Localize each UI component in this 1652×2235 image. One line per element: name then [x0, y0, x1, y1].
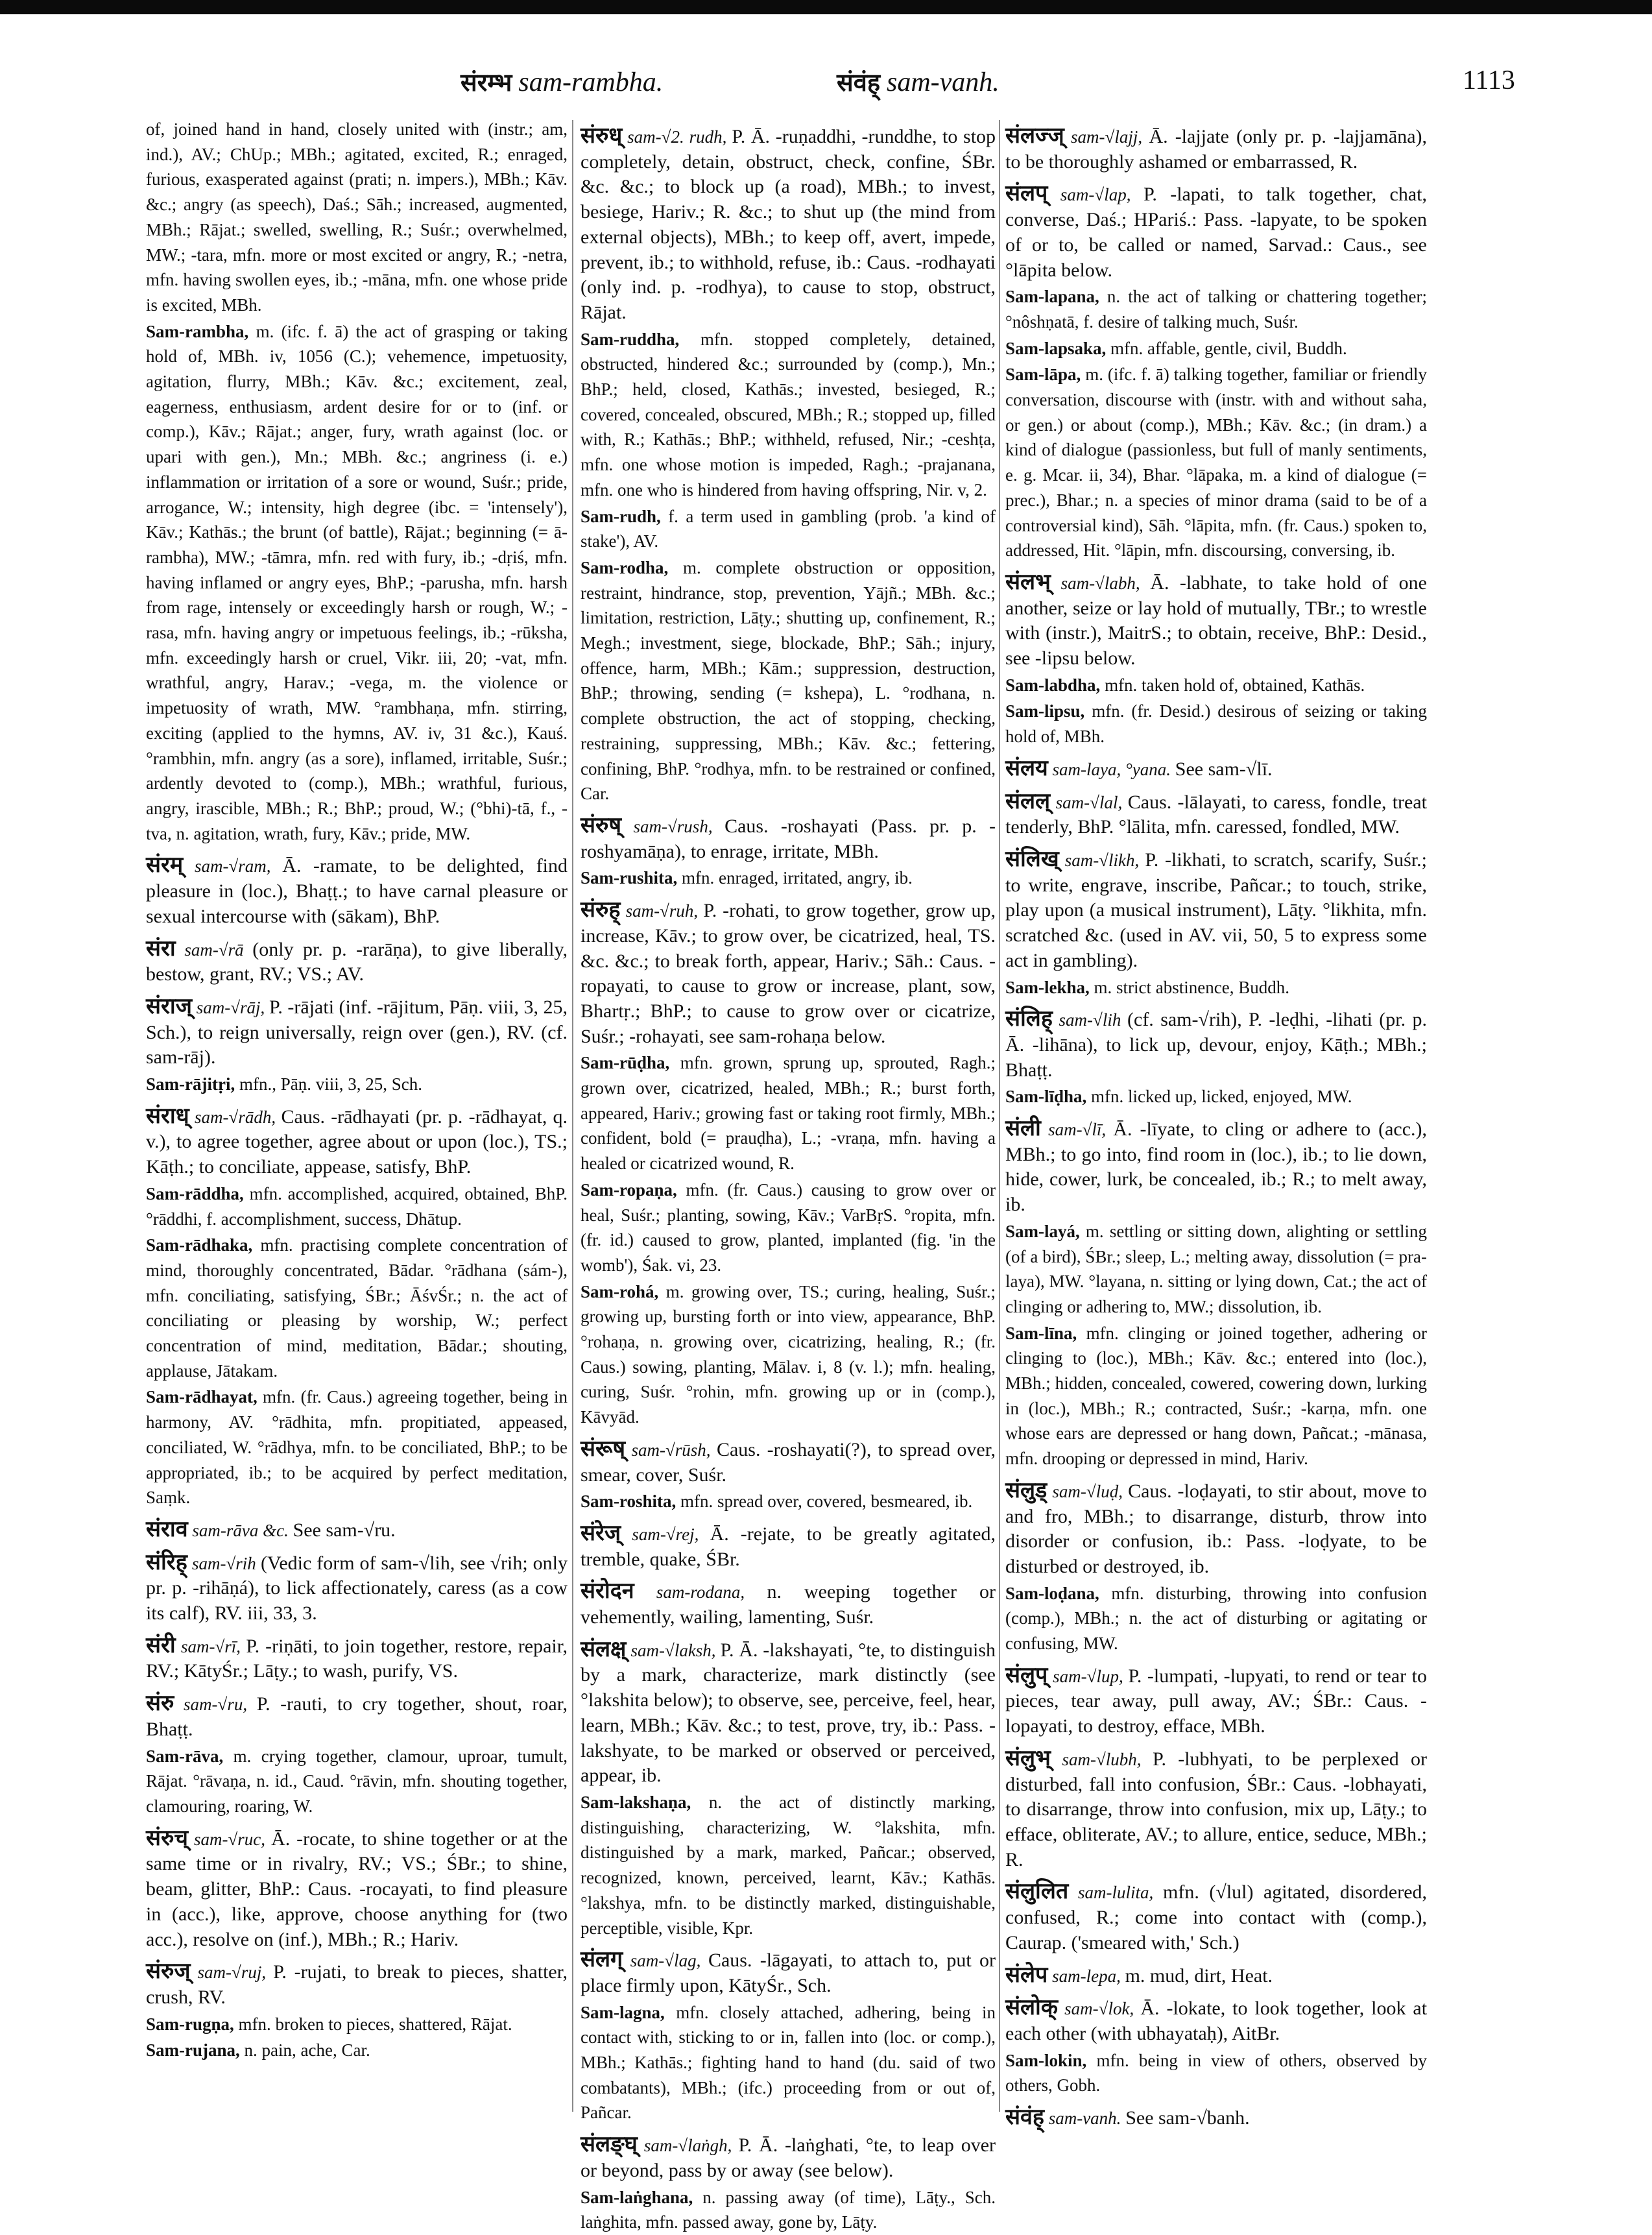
sub-headword: Sam-rāddha,	[146, 1183, 244, 1203]
headword-devanagari: संराज्	[146, 993, 192, 1019]
definition-text: f. a term used in gambling (prob. 'a kind of stake'), AV.	[581, 506, 996, 551]
dictionary-entry	[581, 555, 996, 806]
sub-headword: Sam-rāva,	[146, 1746, 224, 1766]
headword-devanagari: संलग्	[581, 1946, 623, 1973]
dictionary-entry	[1005, 336, 1427, 361]
definition-text: mfn. enraged, irritated, angry, ib.	[682, 868, 913, 888]
headword-transliteration: sam-√rāj,	[196, 997, 265, 1017]
dictionary-entry-root	[581, 1947, 996, 1998]
column-divider	[999, 120, 1000, 2112]
headword-devanagari: संलिख्	[1005, 845, 1059, 872]
headword-transliteration: sam-√lal,	[1055, 792, 1123, 812]
definition-text: P. Ā. -ruṇaddhi, -runddhe, to stop completely, detain, obstruct, check, confine, ŚBr. &c. &c.; to block up (a road), MBh.; to invest, besiege, Hariv.; R. &c.; to shut up (the mind from external objects), MBh.; to keep off, avert, impede, prevent, ib.; to withhold, refuse, ib.: Caus. -rodhayati (only ind. p. -rodhya), to cause to stop, obstruct, Rājat.	[581, 126, 996, 323]
definition-text: m. settling or sitting down, alighting or settling (of a bird), ŚBr.; sleep, L.; melting away, dissolution (= pra-laya), MW. °layana, n. sitting or lying down, Cat.; the act of clinging or adhering to, MW.; dissolution, ib.	[1005, 1221, 1428, 1316]
headword-transliteration: sam-√ru,	[184, 1695, 248, 1715]
definition-text: mfn. (fr. Caus.) causing to grow over or heal, Suśr.; planting, sowing, Kāv.; VarBṛS. °ropita, mfn. (fr. id.) caused to grow, planted, implanted (fig. 'in the womb'), Śak. vi, 23.	[581, 1179, 996, 1275]
dictionary-entry-root	[1005, 1116, 1427, 1218]
dictionary-entry-root	[1005, 1663, 1427, 1739]
headword-transliteration: sam-rāva &c.	[192, 1520, 289, 1540]
dictionary-entry	[1005, 1321, 1427, 1471]
headword-devanagari: संलुलित	[1005, 1878, 1069, 1905]
dictionary-entry-root	[146, 1517, 568, 1543]
headword-transliteration: sam-√ruc,	[193, 1829, 266, 1849]
dictionary-entry-root	[581, 1637, 996, 1789]
sub-headword: Sam-lagna,	[581, 2002, 665, 2022]
dictionary-entry	[146, 2038, 568, 2063]
dictionary-entry-root	[1005, 181, 1427, 283]
headword-transliteration: sam-√likh,	[1064, 850, 1140, 870]
headword-transliteration: sam-√labh,	[1060, 573, 1140, 593]
dictionary-entry-root	[146, 1826, 568, 1953]
definition-text: mfn. disturbing, throwing into confusion (comp.), MBh.; n. the act of disturbing or agitating or confusing, MW.	[1005, 1583, 1427, 1654]
dictionary-entry	[581, 865, 996, 891]
headword-transliteration: sam-√rih	[191, 1553, 256, 1573]
dictionary-entry	[581, 504, 996, 554]
headword-devanagari: संरुज्	[146, 1958, 191, 1985]
headword-transliteration: sam-rodana,	[656, 1582, 745, 1602]
definition-text: Ā. -līyate, to cling or adhere to (acc.), MBh.; to go into, find room in (loc.), ib.; to lie down, hide, cower, lurk, be concealed, ib.; R.; to melt away, ib.	[1005, 1118, 1428, 1216]
dictionary-entry	[146, 1181, 568, 1231]
headword-devanagari: संरुध्	[581, 123, 623, 149]
definition-text: Ā. -ramate, to be delighted, find pleasure in (loc.), Bhaṭṭ.; to have carnal pleasure or sexual intercourse with (sākam), BhP.	[146, 855, 568, 927]
definition-text: mfn. practising complete concentration of mind, thoroughly concentrated, Bādar. °rādhana (sám-), mfn. conciliating, satisfying, ŚBr.; ĀśvŚr.; n. the act of conciliating or pleasing by worship, W.; perfect concentration of mind, meditation, Bādar.; shouting, applause, Jātakam.	[146, 1235, 568, 1381]
dictionary-entry-root	[146, 1104, 568, 1180]
sub-headword: Sam-rohá,	[581, 1281, 659, 1301]
dictionary-entry-root	[581, 123, 996, 326]
definition-text: mfn. clinging or joined together, adhering or clinging to (loc.), MBh.; Kāv. &c.; entered into (loc.), MBh.; hidden, concealed, cowered, cowering down, lurking in (loc.), MBh.; R.; contracted, Suśr.; -karṇa, mfn. one whose ears are depressed or hang down, Pañcat.; -mānasa, mfn. drooping or depressed in mind, Hariv.	[1005, 1323, 1428, 1469]
definition-text: m. strict abstinence, Buddh.	[1094, 977, 1289, 997]
running-head-left-translit: sam-rambha.	[518, 67, 664, 97]
dictionary-entry-root	[1005, 123, 1427, 175]
sub-headword: Sam-rushita,	[581, 868, 678, 888]
headword-devanagari: संरोदन	[581, 1578, 634, 1604]
definition-text: n. weeping together or vehemently, wailing, lamenting, Suśr.	[581, 1581, 996, 1628]
dictionary-entry	[581, 2000, 996, 2126]
dictionary-entry	[146, 1072, 568, 1097]
headword-devanagari: संराध्	[146, 1102, 189, 1129]
dictionary-entry	[581, 2185, 996, 2235]
headword-devanagari: संलुप्	[1005, 1661, 1048, 1688]
headword-transliteration: sam-√laksh,	[630, 1640, 716, 1660]
dictionary-entry-root	[581, 1436, 996, 1488]
definition-text: See sam-√ru.	[293, 1519, 396, 1541]
headword-transliteration: sam-lulita,	[1078, 1883, 1154, 1903]
dictionary-entry	[1005, 673, 1427, 698]
headword-transliteration: sam-√rej,	[632, 1524, 699, 1544]
definition-text: m. growing over, TS.; curing, healing, Suśr.; growing up, bursting forth or into view, appearance, BhP. °rohaṇa, n. growing over, cicatrizing, healing, R.; (fr. Caus.) sowing, planting, Mālav. i, 8 (v. l.); mfn. healing, curing, Suśr. °rohin, mfn. growing up or in (comp.), Kāvyād.	[581, 1281, 996, 1427]
definition-text: P. -rājati (inf. -rājitum, Pāṇ. viii, 3, 25, Sch.), to reign universally, reign over (gen.), RV. (cf. sam-rāj).	[146, 996, 568, 1069]
running-head-right-devanagari: संवंह्	[837, 68, 880, 97]
dictionary-entry-root	[1005, 1963, 1427, 1989]
headword-devanagari: संलप्	[1005, 180, 1048, 207]
definition-text: P. -rauti, to cry together, shout, roar, Bhaṭṭ.	[146, 1693, 568, 1740]
definition-text: Caus. -loḍayati, to stir about, move to and fro, MBh.; to disarrange, disturb, throw into disorder or confusion, ib.: Pass. -loḍyate, to be disturbed or destroyed, ib.	[1005, 1480, 1427, 1577]
dictionary-entry-root	[1005, 789, 1427, 840]
definition-text: m. mud, dirt, Heat.	[1125, 1964, 1273, 1987]
sub-headword: Sam-lekha,	[1005, 977, 1090, 997]
definition-text: Caus. -lālayati, to caress, fondle, treat tenderly, BhP. °lālita, mfn. caressed, fondled, MW.	[1005, 791, 1428, 838]
definition-text: mfn. closely attached, adhering, being in contact with, sticking to or in, fallen into (loc. or comp.), MBh.; Kathās.; fighting hand to hand (du. said of two combatants), MBh.; (ifc.) proceeding from or out of, Pañcar.	[581, 2002, 996, 2123]
definition-text: (only pr. p. -rarāṇa), to give liberally, bestow, grant, RV.; VS.; AV.	[146, 938, 568, 985]
definition-text: Ā. -rocate, to shine together or at the same time or in rivalry, RV.; VS.; ŚBr.; to shine, beam, glitter, BhP.: Caus. -rocayati, to find pleasure in (acc.), like, approve, choose anything for (two acc.), resolve on (inf.), MBh.; R.; Hariv.	[146, 1828, 568, 1950]
sub-headword: Sam-rādhaka,	[146, 1235, 253, 1255]
headword-transliteration: sam-√lap,	[1060, 185, 1131, 205]
headword-devanagari: संरा	[146, 935, 176, 961]
sub-headword: Sam-rambha,	[146, 321, 249, 341]
definition-text: mfn. broken to pieces, shattered, Rājat.	[238, 2014, 512, 2034]
dictionary-entry	[1005, 2048, 1427, 2098]
headword-devanagari: संरुह्	[581, 897, 621, 923]
headword-devanagari: संलज्ज्	[1005, 123, 1064, 149]
headword-devanagari: संरुच्	[146, 1824, 188, 1851]
sub-headword: Sam-ruddha,	[581, 329, 680, 349]
dictionary-entry-root	[1005, 756, 1427, 782]
headword-devanagari: संराव	[146, 1516, 188, 1542]
dictionary-column-1	[146, 117, 568, 2102]
headword-transliteration: sam-√lok,	[1064, 1999, 1134, 2019]
headword-devanagari: संरिह्	[146, 1549, 187, 1575]
dictionary-entry	[146, 1384, 568, 1510]
dictionary-entry	[1005, 1084, 1427, 1109]
sub-headword: Sam-līna,	[1005, 1323, 1077, 1343]
dictionary-entry	[146, 1233, 568, 1383]
definition-text: Caus. -roshayati(?), to spread over, smear, cover, Suśr.	[581, 1438, 996, 1486]
sub-headword: Sam-lāpa,	[1005, 365, 1081, 385]
headword-devanagari: संलक्ष्	[581, 1636, 627, 1662]
definition-text: n. passing away (of time), Lāṭy., Sch. laṅghita, mfn. passed away, gone by, Lāṭy.	[581, 2187, 996, 2232]
definition-text: mfn. (fr. Desid.) desirous of seizing or taking hold of, MBh.	[1005, 701, 1428, 747]
dictionary-entry-root	[1005, 1879, 1427, 1955]
definition-text: (cf. sam-√rih), P. -leḍhi, -lihati (pr. p. Ā. -lihāna), to lick up, devour, enjoy, Kāṭh.; MBh.; Bhaṭṭ.	[1005, 1009, 1428, 1081]
dictionary-entry-root	[146, 1550, 568, 1626]
definition-text: P. -lumpati, -lupyati, to rend or tear to pieces, tear away, pull away, AV.; ŚBr.: Caus. -lopayati, to destroy, efface, MBh.	[1005, 1665, 1428, 1737]
sub-headword: Sam-laṅghana,	[581, 2187, 693, 2207]
definition-text: mfn. licked up, licked, enjoyed, MW.	[1091, 1087, 1352, 1107]
headword-transliteration: sam-vanh.	[1048, 2108, 1121, 2129]
dictionary-entry	[581, 1279, 996, 1430]
sub-headword: Sam-rujana,	[146, 2040, 240, 2060]
sub-headword: Sam-līḍha,	[1005, 1087, 1087, 1107]
dictionary-entry-root	[146, 1633, 568, 1684]
sub-headword: Sam-lapsaka,	[1005, 338, 1107, 358]
definition-text: n. the act of distinctly marking, distinguishing, characterizing, W. °lakshita, mfn. distinguished by a mark, marked, Pañcar.; observed, recognized, known, perceived, learnt, Kāv.; Kathās. °lakshya, mfn. to be distinctly marked, distinguishable, perceptible, visible, Kpr.	[581, 1793, 996, 1938]
definition-text: Caus. -lāgayati, to attach to, put or place firmly upon, KātyŚr., Sch.	[581, 1950, 996, 1996]
headword-devanagari: संरी	[146, 1632, 176, 1658]
definition-text: (Vedic form of sam-√lih, see √rih; only pr. p. -rihāṇá), to lick affectionately, caress (as a cow its calf), RV. iii, 33, 3.	[146, 1552, 568, 1625]
headword-devanagari: संरुष्	[581, 812, 621, 838]
dictionary-entry	[146, 1744, 568, 1819]
dictionary-column-3	[1005, 117, 1428, 2131]
sub-headword: Sam-rugṇa,	[146, 2014, 234, 2034]
column-divider	[572, 120, 573, 2112]
definition-text: mfn. spread over, covered, besmeared, ib.	[680, 1492, 973, 1512]
dictionary-entry-root	[581, 813, 996, 864]
headword-transliteration: sam-√rādh,	[195, 1107, 276, 1127]
definition-text: See sam-√banh.	[1125, 2107, 1250, 2129]
definition-text: P. -rujati, to break to pieces, shatter, crush, RV.	[146, 1961, 568, 2008]
sub-headword: Sam-roshita,	[581, 1492, 676, 1512]
definition-text: m. complete obstruction or opposition, restraint, hindrance, stop, prevention, Yājñ.; MBh. &c.; limitation, restriction, Lāṭy.; shutting up, confinement, R.; Megh.; investment, siege, blockade, BhP.; Sāh.; injury, offence, harm, MBh.; Kām.; suppression, destruction, BhP.; throwing, sending (= kshepa), L. °rodhana, n. complete obstruction, the act of stopping, checking, restraining, suppressing, MBh.; Kāv. &c.; fettering, confining, BhP. °rodhya, mfn. to be restrained or confined, Car.	[581, 557, 996, 804]
headword-devanagari: संलल्	[1005, 788, 1051, 814]
headword-transliteration: sam-√lih	[1059, 1010, 1121, 1030]
headword-transliteration: sam-√lup,	[1053, 1666, 1123, 1686]
definition-text: Ā. -lokate, to look together, look at each other (with ubhayataḥ), AitBr.	[1005, 1998, 1428, 2044]
headword-transliteration: sam-√2. rudh,	[627, 127, 727, 147]
sub-headword: Sam-lapana,	[1005, 287, 1099, 307]
dictionary-entry-root	[146, 852, 568, 929]
dictionary-entry	[1005, 975, 1427, 1000]
definition-text: m. crying together, clamour, uproar, tumult, Rājat. °rāvaṇa, n. id., Caud. °rāvin, mfn. shouting together, clamouring, roaring, W.	[146, 1746, 568, 1816]
definition-text: of, joined hand in hand, closely united with (instr.; am, ind.), AV.; ChUp.; MBh.; agitated, excited, R.; enraged, furious, exasperated against (prati; n. impers.), MBh.; Kāv. &c.; angry (as speech), Daś.; Sāh.; increased, augmented, MBh.; Rājat.; swelled, swelling, R.; Suśr.; overwhelmed, MW.; -tara, mfn. more or most excited or angry, R.; -netra, mfn. having swollen eyes, ib.; -māna, mfn. one whose pride is excited, MBh.	[146, 119, 568, 315]
headword-transliteration: sam-√lī,	[1048, 1120, 1107, 1140]
definition-text: mfn. (fr. Caus.) agreeing together, being in harmony, AV. °rādhita, mfn. propitiated, appeased, conciliated, W. °rādhya, mfn. to be conciliated, BhP.; to be appropriated, ib.; to be acquired by perfect meditation, Saṃk.	[146, 1387, 568, 1508]
headword-devanagari: संलिह्	[1005, 1006, 1053, 1032]
running-head-left	[461, 65, 663, 99]
sub-headword: Sam-rājitṛi,	[146, 1074, 235, 1094]
headword-devanagari: संलोक्	[1005, 1994, 1058, 2021]
definition-text: Ā. -rejate, to be greatly agitated, tremble, quake, ŚBr.	[581, 1523, 996, 1570]
dictionary-entry-root	[1005, 1746, 1427, 1873]
definition-text: mfn. grown, sprung up, sprouted, Ragh.; grown over, cicatrized, healed, MBh.; R.; burst forth, appeared, Hariv.; growing fast or taking root firmly, MBh.; confident, bold (= prauḍha), L.; -vraṇa, mfn. having a healed or cicatrized wound, R.	[581, 1053, 996, 1174]
headword-transliteration: sam-√laṅgh,	[643, 2136, 732, 2156]
definition-text: mfn. accomplished, acquired, obtained, BhP. °rāddhi, f. accomplishment, success, Dhātup.	[146, 1183, 568, 1229]
dictionary-entry-root	[1005, 847, 1427, 974]
headword-devanagari: संलेप	[1005, 1961, 1048, 1988]
definition-text: P. -likhati, to scratch, scarify, Suśr.; to write, engrave, inscribe, Pañcar.; to touch, strike, play upon (a musical instrument), Lāṭy. °likhita, mfn. scratched &c. (used in AV. vii, 50, 5 to express some act in gambling).	[1005, 849, 1427, 971]
definition-text: P. Ā. -lakshayati, °te, to distinguish by a mark, characterize, mark distinctly (see °lakshita below); to observe, see, perceive, feel, hear, learn, MBh.; Kāv. &c.; to test, prove, try, ib.: Pass. -lakshyate, to be marked or observed or perceived, appear, ib.	[581, 1639, 996, 1787]
definition-text: m. (ifc. f. ā) the act of grasping or taking hold of, MBh. iv, 1056 (C.); vehemence, impetuosity, agitation, flurry, MBh.; Kāv. &c.; excitement, zeal, eagerness, enthusiasm, ardent desire for or to (inf. or comp.), Kāv.; Rājat.; anger, fury, wrath against (loc. or upari with gen.), Mn.; MBh. &c.; angriness (i. e.) inflammation or irritation of a sore or wound, Suśr.; pride, arrogance, W.; intensity, high degree (ibc. = 'intensely'), Kāv.; Kathās.; the brunt (of battle), Rājat.; beginning (= ā-rambha), MW.; -tāmra, mfn. red with fury, ib.; -dṛiś, mfn. having inflamed or angry eyes, BhP.; -parusha, mfn. harsh from rage, intensely or exceedingly harsh or rough, W.; -rasa, mfn. having angry or impetuous feelings, ib.; -rūksha, mfn. exceedingly harsh or cruel, Vikr. iii, 20; -vat, mfn. wrathful, angry, Harav.; -vega, m. the violence or impetuosity of wrath, MW. °rambhaṇa, mfn. stirring, exciting (applied to the hymns, AV. iv, 31 &c.), Kauś. °rambhin, mfn. angry (as a sore), inflamed, irritable, Suśr.; ardently devoted to (comp.), MBh.; wrathful, furious, angry, irascible, MBh.; R.; BhP.; proud, W.; (°bhi)-tā, f., -tva, n. agitation, wrath, fury, Kāv.; pride, MW.	[146, 321, 568, 843]
dictionary-entry-root	[581, 1521, 996, 1572]
headword-transliteration: sam-√lajj,	[1071, 127, 1143, 147]
running-head-right	[837, 65, 1000, 99]
dictionary-entry-root	[146, 1691, 568, 1742]
dictionary-entry	[581, 1050, 996, 1176]
headword-devanagari: संलुभ्	[1005, 1745, 1051, 1771]
dictionary-entry	[146, 319, 568, 847]
definition-text: n. the act of talking or chattering together; °nôshṇatā, f. desire of talking much, Suśr.	[1005, 287, 1427, 332]
sub-headword: Sam-rūḍha,	[581, 1053, 670, 1073]
headword-devanagari: संलुड्	[1005, 1477, 1047, 1503]
dictionary-entry	[1005, 362, 1427, 563]
definition-text: P. -riṇāti, to join together, restore, repair, RV.; KātyŚr.; Lāṭy.; to wash, purify, VS.	[146, 1635, 568, 1682]
definition-text: P. Ā. -laṅghati, °te, to leap over or beyond, pass by or away (see below).	[581, 2134, 996, 2181]
dictionary-entry	[1005, 284, 1427, 334]
headword-devanagari: संली	[1005, 1115, 1041, 1142]
dictionary-entry	[581, 1178, 996, 1278]
dictionary-entry	[581, 1790, 996, 1940]
definition-text: See sam-√lī.	[1175, 758, 1273, 780]
headword-transliteration: sam-√rā	[184, 939, 244, 960]
headword-devanagari: संरेज्	[581, 1519, 621, 1546]
headword-devanagari: संरु	[146, 1690, 174, 1717]
dictionary-entry-root	[581, 897, 996, 1049]
dictionary-entry	[1005, 1219, 1427, 1320]
headword-devanagari: संवंह्	[1005, 2104, 1044, 2131]
dictionary-entry-root	[1005, 1006, 1427, 1083]
headword-transliteration: sam-√ram,	[194, 856, 271, 876]
page-number: 1113	[1463, 66, 1515, 95]
sub-headword: Sam-lipsu,	[1005, 701, 1085, 721]
definition-text: mfn. taken hold of, obtained, Kathās.	[1105, 675, 1365, 695]
dictionary-entry	[146, 117, 568, 318]
headword-transliteration: sam-lepa,	[1052, 1966, 1121, 1986]
dictionary-entry	[146, 2012, 568, 2037]
page-top-edge	[0, 0, 1652, 14]
definition-text: n. pain, ache, Car.	[244, 2040, 370, 2060]
sub-headword: Sam-rādhayat,	[146, 1387, 257, 1407]
headword-transliteration: sam-√lubh,	[1062, 1749, 1142, 1769]
dictionary-entry-root	[1005, 1995, 1427, 2046]
headword-transliteration: sam-√ruh,	[625, 901, 699, 921]
definition-text: P. -lubhyati, to be perplexed or disturbed, fall into confusion, ŚBr.: Caus. -lobhayati, to disarrange, throw into confusion, mix up, Lāṭy.; to efface, obliterate, AV.; to allure, entice, seduce, MBh.; R.	[1005, 1748, 1428, 1870]
dictionary-entry	[581, 327, 996, 503]
definition-text: mfn. (√lul) agitated, disordered, confused, R.; come into contact with (comp.), Caurap. ('smeared with,' Sch.)	[1005, 1881, 1428, 1953]
page-header	[0, 65, 1652, 104]
headword-transliteration: sam-√rī,	[180, 1636, 241, 1656]
dictionary-entry	[1005, 699, 1427, 749]
dictionary-entry-root	[146, 936, 568, 987]
sub-headword: Sam-loḍana,	[1005, 1583, 1099, 1603]
dictionary-entry-root	[581, 1578, 996, 1630]
sub-headword: Sam-rodha,	[581, 557, 669, 577]
definition-text: mfn. stopped completely, detained, obstructed, hindered &c.; surrounded by (comp.), Mn.; BhP.; held, closed, Kathās.; invested, besieged, R.; covered, concealed, obscured, MBh.; R.; stopped up, filled with, R.; Kathās.; BhP.; withheld, refused, Nir.; -ceshṭa, mfn. one whose motion is impeded, Ragh.; -prajanana, mfn. one who is hindered from having offspring, Nir. v, 2.	[581, 329, 996, 500]
dictionary-entry-root	[1005, 1478, 1427, 1580]
definition-text: mfn. being in view of others, observed by others, Gobh.	[1005, 2050, 1428, 2096]
dictionary-entry	[1005, 1581, 1427, 1656]
sub-headword: Sam-layá,	[1005, 1221, 1080, 1241]
sub-headword: Sam-ropaṇa,	[581, 1179, 677, 1200]
definition-text: mfn. affable, gentle, civil, Buddh.	[1110, 338, 1347, 358]
headword-transliteration: sam-√lag,	[630, 1951, 701, 1971]
headword-devanagari: संलय	[1005, 755, 1048, 781]
headword-transliteration: sam-√luḍ,	[1052, 1481, 1123, 1501]
headword-transliteration: sam-√ruj,	[197, 1963, 267, 1983]
sub-headword: Sam-lokin,	[1005, 2050, 1087, 2070]
definition-text: Caus. -rādhayati (pr. p. -rādhayat, q. v.), to agree together, agree about or upon (loc.), TS.; Kāṭh.; to conciliate, appease, satisfy, BhP.	[146, 1105, 568, 1178]
definition-text: Caus. -roshayati (Pass. pr. p. -roshyamāṇa), to enrage, irritate, MBh.	[581, 815, 996, 862]
dictionary-entry-root	[581, 2132, 996, 2183]
dictionary-entry-root	[146, 1959, 568, 2010]
definition-text: Ā. -labhate, to take hold of one another, seize or lay hold of mutually, TBr.; to wrestle with (instr.), MaitrS.; to obtain, receive, BhP.: Desid., see -lipsu below.	[1005, 572, 1427, 670]
definition-text: mfn., Pāṇ. viii, 3, 25, Sch.	[239, 1074, 422, 1094]
dictionary-entry-root	[146, 994, 568, 1070]
sub-headword: Sam-rudh,	[581, 506, 661, 526]
headword-devanagari: संलङ्घ्	[581, 2131, 638, 2158]
definition-text: Ā. -lajjate (only pr. p. -lajjamāna), to be thoroughly ashamed or embarrassed, R.	[1005, 126, 1428, 173]
headword-devanagari: संलभ्	[1005, 568, 1051, 595]
dictionary-entry	[581, 1489, 996, 1514]
headword-transliteration: sam-laya, °yana.	[1052, 759, 1171, 779]
dictionary-entry-root	[1005, 570, 1427, 671]
headword-devanagari: संरूष्	[581, 1435, 626, 1462]
headword-transliteration: sam-√rush,	[633, 816, 713, 836]
running-head-left-devanagari: संरम्भ	[461, 68, 512, 97]
sub-headword: Sam-labdha,	[1005, 675, 1101, 695]
dictionary-entry-root	[1005, 2105, 1427, 2131]
definition-text: P. -lapati, to talk together, chat, converse, Daś.; HPariś.: Pass. -lapyate, to be spoken of or to, be called or named, Sarvad.: Caus., see °lāpita below.	[1005, 184, 1427, 281]
headword-devanagari: संरम्	[146, 852, 184, 878]
definition-text: m. (ifc. f. ā) talking together, familiar or friendly conversation, discourse with (instr. with and without saha, or gen.) or about (comp.), MBh.; Kāv. &c.; (in dram.) a kind of dialogue (passionless, but full of manly sentiments, e. g. Mcar. ii, 34), Bhar. °lāpaka, m. a kind of dialogue (= prec.), Bhar.; n. a species of minor drama (said to be of a controversial kind), Sāh. °lāpita, mfn. (fr. Caus.) spoken to, addressed, Hit. °lāpin, mfn. discoursing, conversing, ib.	[1005, 365, 1427, 561]
dictionary-column-2	[581, 117, 996, 2232]
headword-transliteration: sam-√rūsh,	[631, 1440, 711, 1460]
running-head-right-translit: sam-vanh.	[887, 67, 1000, 97]
sub-headword: Sam-lakshaṇa,	[581, 1793, 691, 1812]
definition-text: P. -rohati, to grow together, grow up, increase, Kāv.; to grow over, be cicatrized, heal, TS. &c. &c.; to break forth, appear, Hariv.; Sāh.: Caus. -ropayati, to cause to grow or increase, plant, sow, Bhartṛ.; BhP.; to cause to grow over or cicatrize, Suśr.; -rohayati, see sam-rohaṇa below.	[581, 900, 996, 1047]
